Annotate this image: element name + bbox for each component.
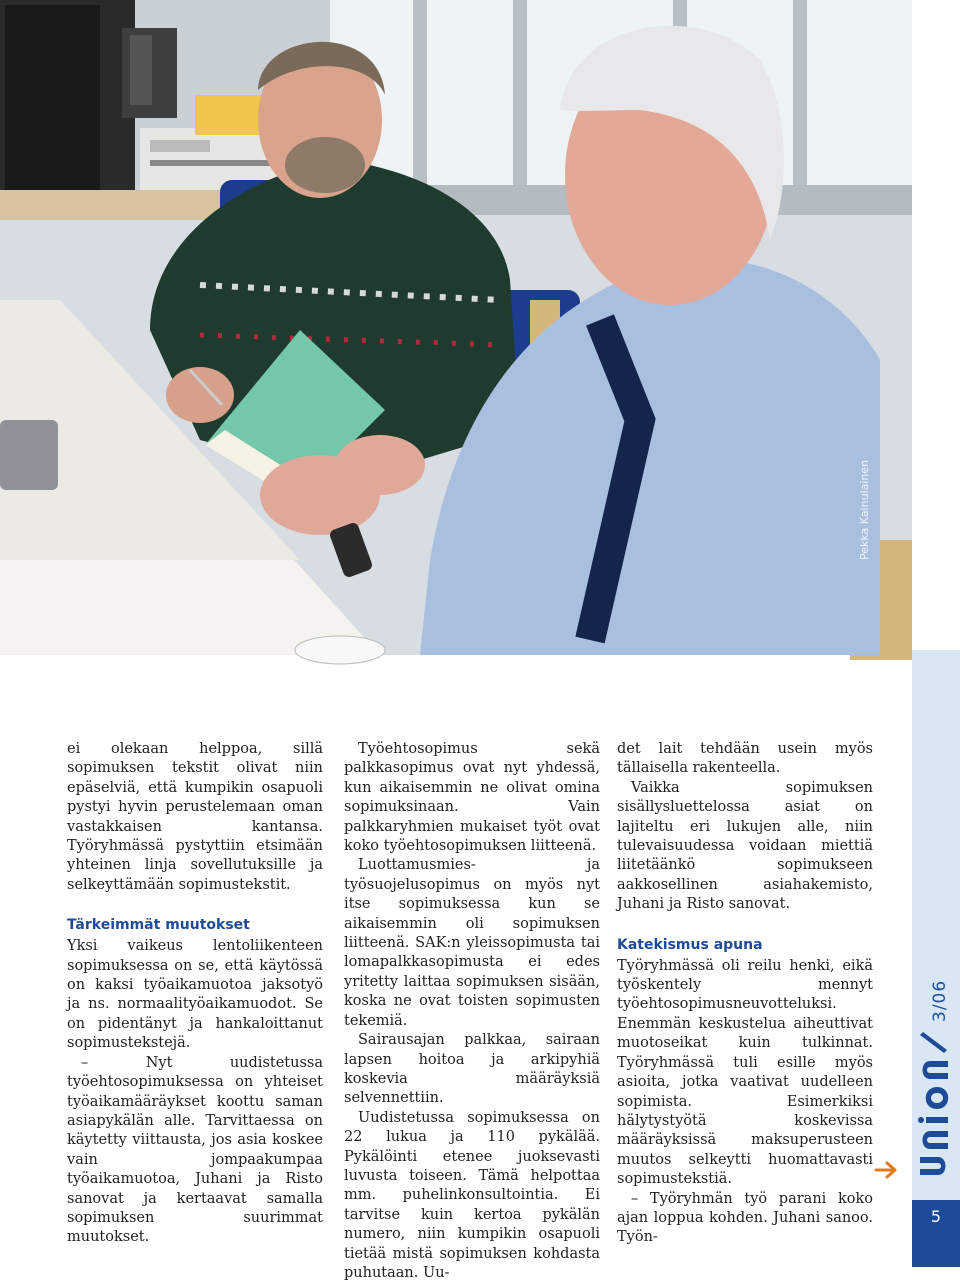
paragraph: – Työryhmän työ parani koko ajan loppua kohden. Juhani sanoo. Työn- [617,1190,873,1246]
paragraph: Työryhmässä oli reilu henki, eikä työskentely mennyt työehtosopimusneuvotteluksi. Enemmän keskustelua aiheuttivat muotoseikat kuin tulkinnat. Työryhmässä tuli esille myös asioita, jotka vaativat uudelleen sopimista. Esimerkiksi hälytystyötä koskevissa määräyksissä maksuperusteen muutos selkeytti huomattavasti sopimustekstiä. [617,957,873,1188]
article-photo [0,0,912,655]
paragraph: Luottamusmies- ja työsuojelusopimus on myös nyt itse sopimuksessa kun se aikaisemmin oli sopimuksen liitteenä. SAK:n yleissopimusta tai lomapalkkasopimusta ei edes yritetty laittaa sopimuksen sisään, koska ne ovat toisten sopimusten tekemiä. [344,857,600,1029]
photo-credit: Pekka Kainulainen [858,459,871,560]
issue-number: 3/06 [930,979,950,1022]
paragraph: det lait tehdään usein myös tällaisella rakenteella. [617,741,873,777]
union-logo-icon [914,1030,958,1180]
paragraph: ei olekaan helppoa, sillä sopimuksen tekstit olivat niin epäselviä, että kumpikin osapuoli pystyi hyvin perustelemaan oman vastakkaisen kantansa. Työryhmässä pystyttiin etsimään yhteinen linja sovellutuksille ja selkeyttämään sopimustekstit. [67,741,323,893]
paragraph: Sairausajan palkkaa, sairaan lapsen hoitoa ja arkipyhiä koskevia määräyksiä selvennettiin. [344,1032,600,1107]
article-column-3 [617,740,873,1248]
page-number: 5 [912,1200,960,1267]
arrow-right-icon [874,1160,900,1180]
section-heading: Katekismus apuna [617,936,763,953]
paragraph: Uudistetussa sopimuksessa on 22 lukua ja 110 pykälää. Pykälöinti etenee juoksevasti luvusta toiseen. Tämä helpottaa mm. puhelinkonsultointia. Ei tarvitse kuin kertoa pykälän numero, niin kumpikin osapuoli tietää mistä sopimuksen kohdasta puhutaan. Uu- [344,1109,600,1281]
two-men-reading-document-photo [0,0,912,655]
paragraph: Yksi vaikeus lentoliikenteen sopimuksessa on se, että käytössä on kaksi työaikamuotoa jaksotyö ja ns. normaalityöaikamuodot. Se on pidentänyt ja hankaloittanut sopimustekstejä. [67,938,323,1052]
section-heading: Tärkeimmät muutokset [67,917,250,934]
paragraph: – Nyt uudistetussa työehtosopimuksessa on yhteiset työaikamääräykset koottu saman asiapykälän alle. Tarvittaessa on käytetty viittausta, jos asia koskee vain jompaakumpaa työaikamuotoa, Juhani ja Risto sanovat ja kertaavat samalla sopimuksen suurimmat muutokset. [67,1054,323,1246]
paragraph: Vaikka sopimuksen sisällysluettelossa asiat on lajiteltu eri lukujen alle, niin tulevaisuudessa voidaan miettiä liitetäänkö sopimukseen aakkosellinen asiahakemisto, Juhani ja Risto sanovat. [617,779,873,913]
article-column-1 [67,740,323,1248]
paragraph: Työehtosopimus sekä palkkasopimus ovat nyt yhdessä, kun aikaisemmin ne olivat omina sopimuksinaan. Vain palkkaryhmien mukaiset työt ovat koko työehtosopimuksen liitteenä. [344,741,600,855]
article-column-2 [344,740,600,1283]
